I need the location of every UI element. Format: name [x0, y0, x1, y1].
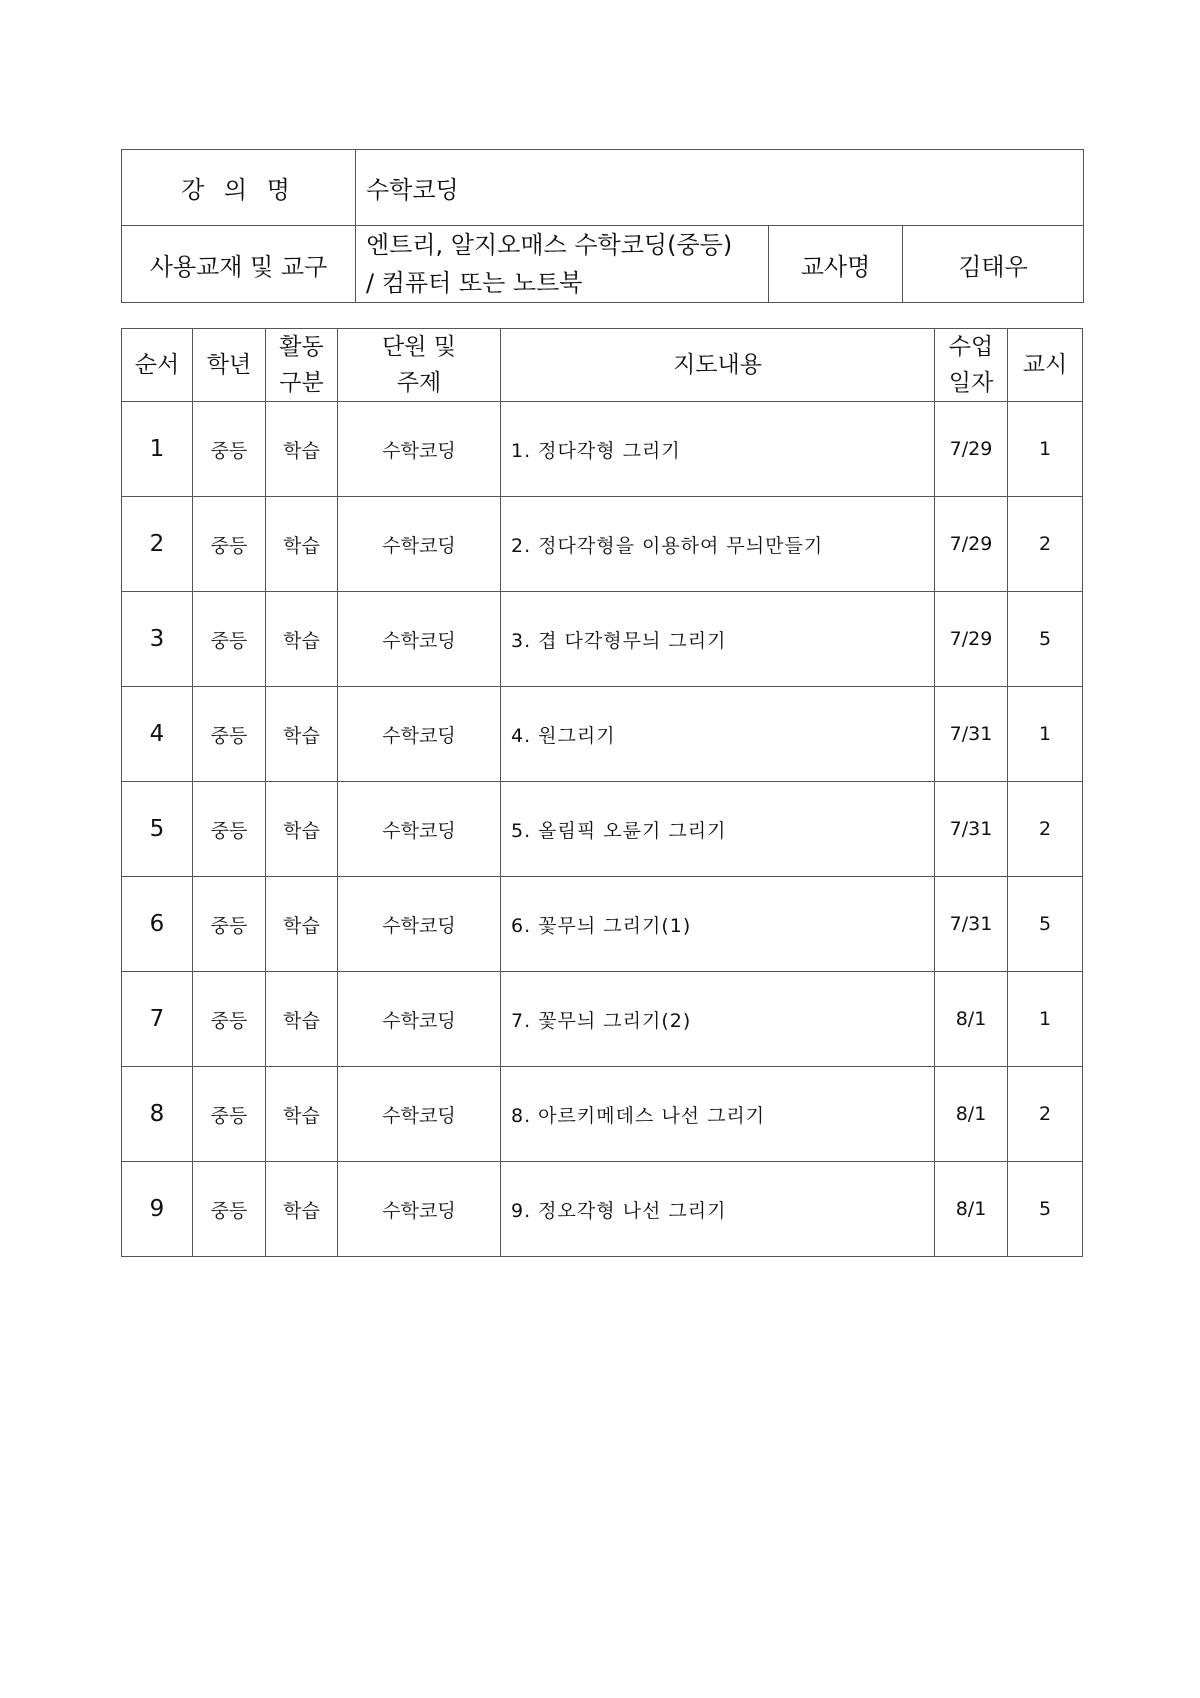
cell-unit: 수학코딩	[338, 402, 501, 497]
cell-content: 4. 원그리기	[501, 687, 935, 782]
cell-unit: 수학코딩	[338, 497, 501, 592]
cell-content: 5. 올림픽 오륜기 그리기	[501, 782, 935, 877]
table-row	[122, 972, 1083, 1067]
table-row	[122, 1067, 1083, 1162]
materials-line-1: 엔트리, 알지오매스 수학코딩(중등)	[366, 231, 733, 259]
cell-unit: 수학코딩	[338, 592, 501, 687]
cell-activity: 학습	[266, 877, 338, 972]
course-name-label: 강 의 명	[122, 150, 356, 226]
cell-content: 2. 정다각형을 이용하여 무늬만들기	[501, 497, 935, 592]
cell-period: 1	[1008, 687, 1083, 782]
cell-period: 1	[1008, 402, 1083, 497]
cell-period: 1	[1008, 972, 1083, 1067]
cell-order: 9	[122, 1162, 193, 1257]
cell-order: 1	[122, 402, 193, 497]
course-info-table	[121, 149, 1084, 303]
cell-activity: 학습	[266, 402, 338, 497]
schedule-body	[122, 402, 1083, 1257]
cell-activity: 학습	[266, 497, 338, 592]
header-content: 지도내용	[501, 329, 935, 402]
cell-order: 8	[122, 1067, 193, 1162]
header-date-line-2: 일자	[948, 370, 994, 396]
cell-date: 8/1	[935, 1162, 1008, 1257]
header-order: 순서	[122, 329, 193, 402]
header-period: 교시	[1008, 329, 1083, 402]
cell-period: 2	[1008, 497, 1083, 592]
cell-period: 2	[1008, 782, 1083, 877]
materials-row	[122, 226, 1084, 303]
cell-activity: 학습	[266, 687, 338, 782]
materials-value	[356, 226, 769, 303]
cell-date: 7/31	[935, 877, 1008, 972]
header-unit-line-2: 주제	[396, 370, 442, 396]
cell-order: 4	[122, 687, 193, 782]
header-grade: 학년	[193, 329, 266, 402]
cell-date: 8/1	[935, 972, 1008, 1067]
cell-date: 7/29	[935, 402, 1008, 497]
cell-date: 8/1	[935, 1067, 1008, 1162]
cell-date: 7/29	[935, 592, 1008, 687]
cell-period: 5	[1008, 592, 1083, 687]
cell-activity: 학습	[266, 1067, 338, 1162]
table-row	[122, 402, 1083, 497]
cell-date: 7/29	[935, 497, 1008, 592]
cell-grade: 중등	[193, 592, 266, 687]
cell-grade: 중등	[193, 1162, 266, 1257]
table-row	[122, 1162, 1083, 1257]
cell-unit: 수학코딩	[338, 972, 501, 1067]
cell-unit: 수학코딩	[338, 1067, 501, 1162]
table-row	[122, 497, 1083, 592]
lesson-schedule-table	[121, 328, 1083, 1257]
cell-order: 7	[122, 972, 193, 1067]
cell-order: 3	[122, 592, 193, 687]
cell-content: 9. 정오각형 나선 그리기	[501, 1162, 935, 1257]
cell-activity: 학습	[266, 592, 338, 687]
cell-grade: 중등	[193, 687, 266, 782]
course-name-row	[122, 150, 1084, 226]
teacher-label: 교사명	[769, 226, 903, 303]
cell-unit: 수학코딩	[338, 782, 501, 877]
cell-period: 5	[1008, 877, 1083, 972]
table-row	[122, 592, 1083, 687]
cell-content: 3. 겹 다각형무늬 그리기	[501, 592, 935, 687]
header-date	[935, 329, 1008, 402]
materials-label: 사용교재 및 교구	[122, 226, 356, 303]
cell-activity: 학습	[266, 782, 338, 877]
header-date-line-1: 수업	[948, 334, 994, 360]
teacher-name: 김태우	[903, 226, 1084, 303]
cell-order: 6	[122, 877, 193, 972]
cell-order: 2	[122, 497, 193, 592]
table-row	[122, 687, 1083, 782]
cell-activity: 학습	[266, 972, 338, 1067]
cell-period: 5	[1008, 1162, 1083, 1257]
cell-content: 7. 꽃무늬 그리기(2)	[501, 972, 935, 1067]
header-unit-line-1: 단원 및	[382, 334, 456, 360]
course-name-value: 수학코딩	[356, 150, 1084, 226]
cell-content: 6. 꽃무늬 그리기(1)	[501, 877, 935, 972]
header-activity-line-2: 구분	[279, 370, 324, 396]
cell-unit: 수학코딩	[338, 687, 501, 782]
table-row	[122, 782, 1083, 877]
cell-grade: 중등	[193, 497, 266, 592]
materials-line-2: / 컴퓨터 또는 노트북	[366, 269, 583, 297]
cell-grade: 중등	[193, 1067, 266, 1162]
cell-grade: 중등	[193, 782, 266, 877]
cell-unit: 수학코딩	[338, 1162, 501, 1257]
cell-grade: 중등	[193, 402, 266, 497]
cell-order: 5	[122, 782, 193, 877]
cell-content: 8. 아르키메데스 나선 그리기	[501, 1067, 935, 1162]
cell-grade: 중등	[193, 877, 266, 972]
cell-content: 1. 정다각형 그리기	[501, 402, 935, 497]
cell-activity: 학습	[266, 1162, 338, 1257]
cell-period: 2	[1008, 1067, 1083, 1162]
schedule-header-row	[122, 329, 1083, 402]
header-activity	[266, 329, 338, 402]
header-activity-line-1: 활동	[279, 334, 324, 360]
cell-date: 7/31	[935, 687, 1008, 782]
header-unit	[338, 329, 501, 402]
cell-unit: 수학코딩	[338, 877, 501, 972]
cell-date: 7/31	[935, 782, 1008, 877]
table-row	[122, 877, 1083, 972]
cell-grade: 중등	[193, 972, 266, 1067]
